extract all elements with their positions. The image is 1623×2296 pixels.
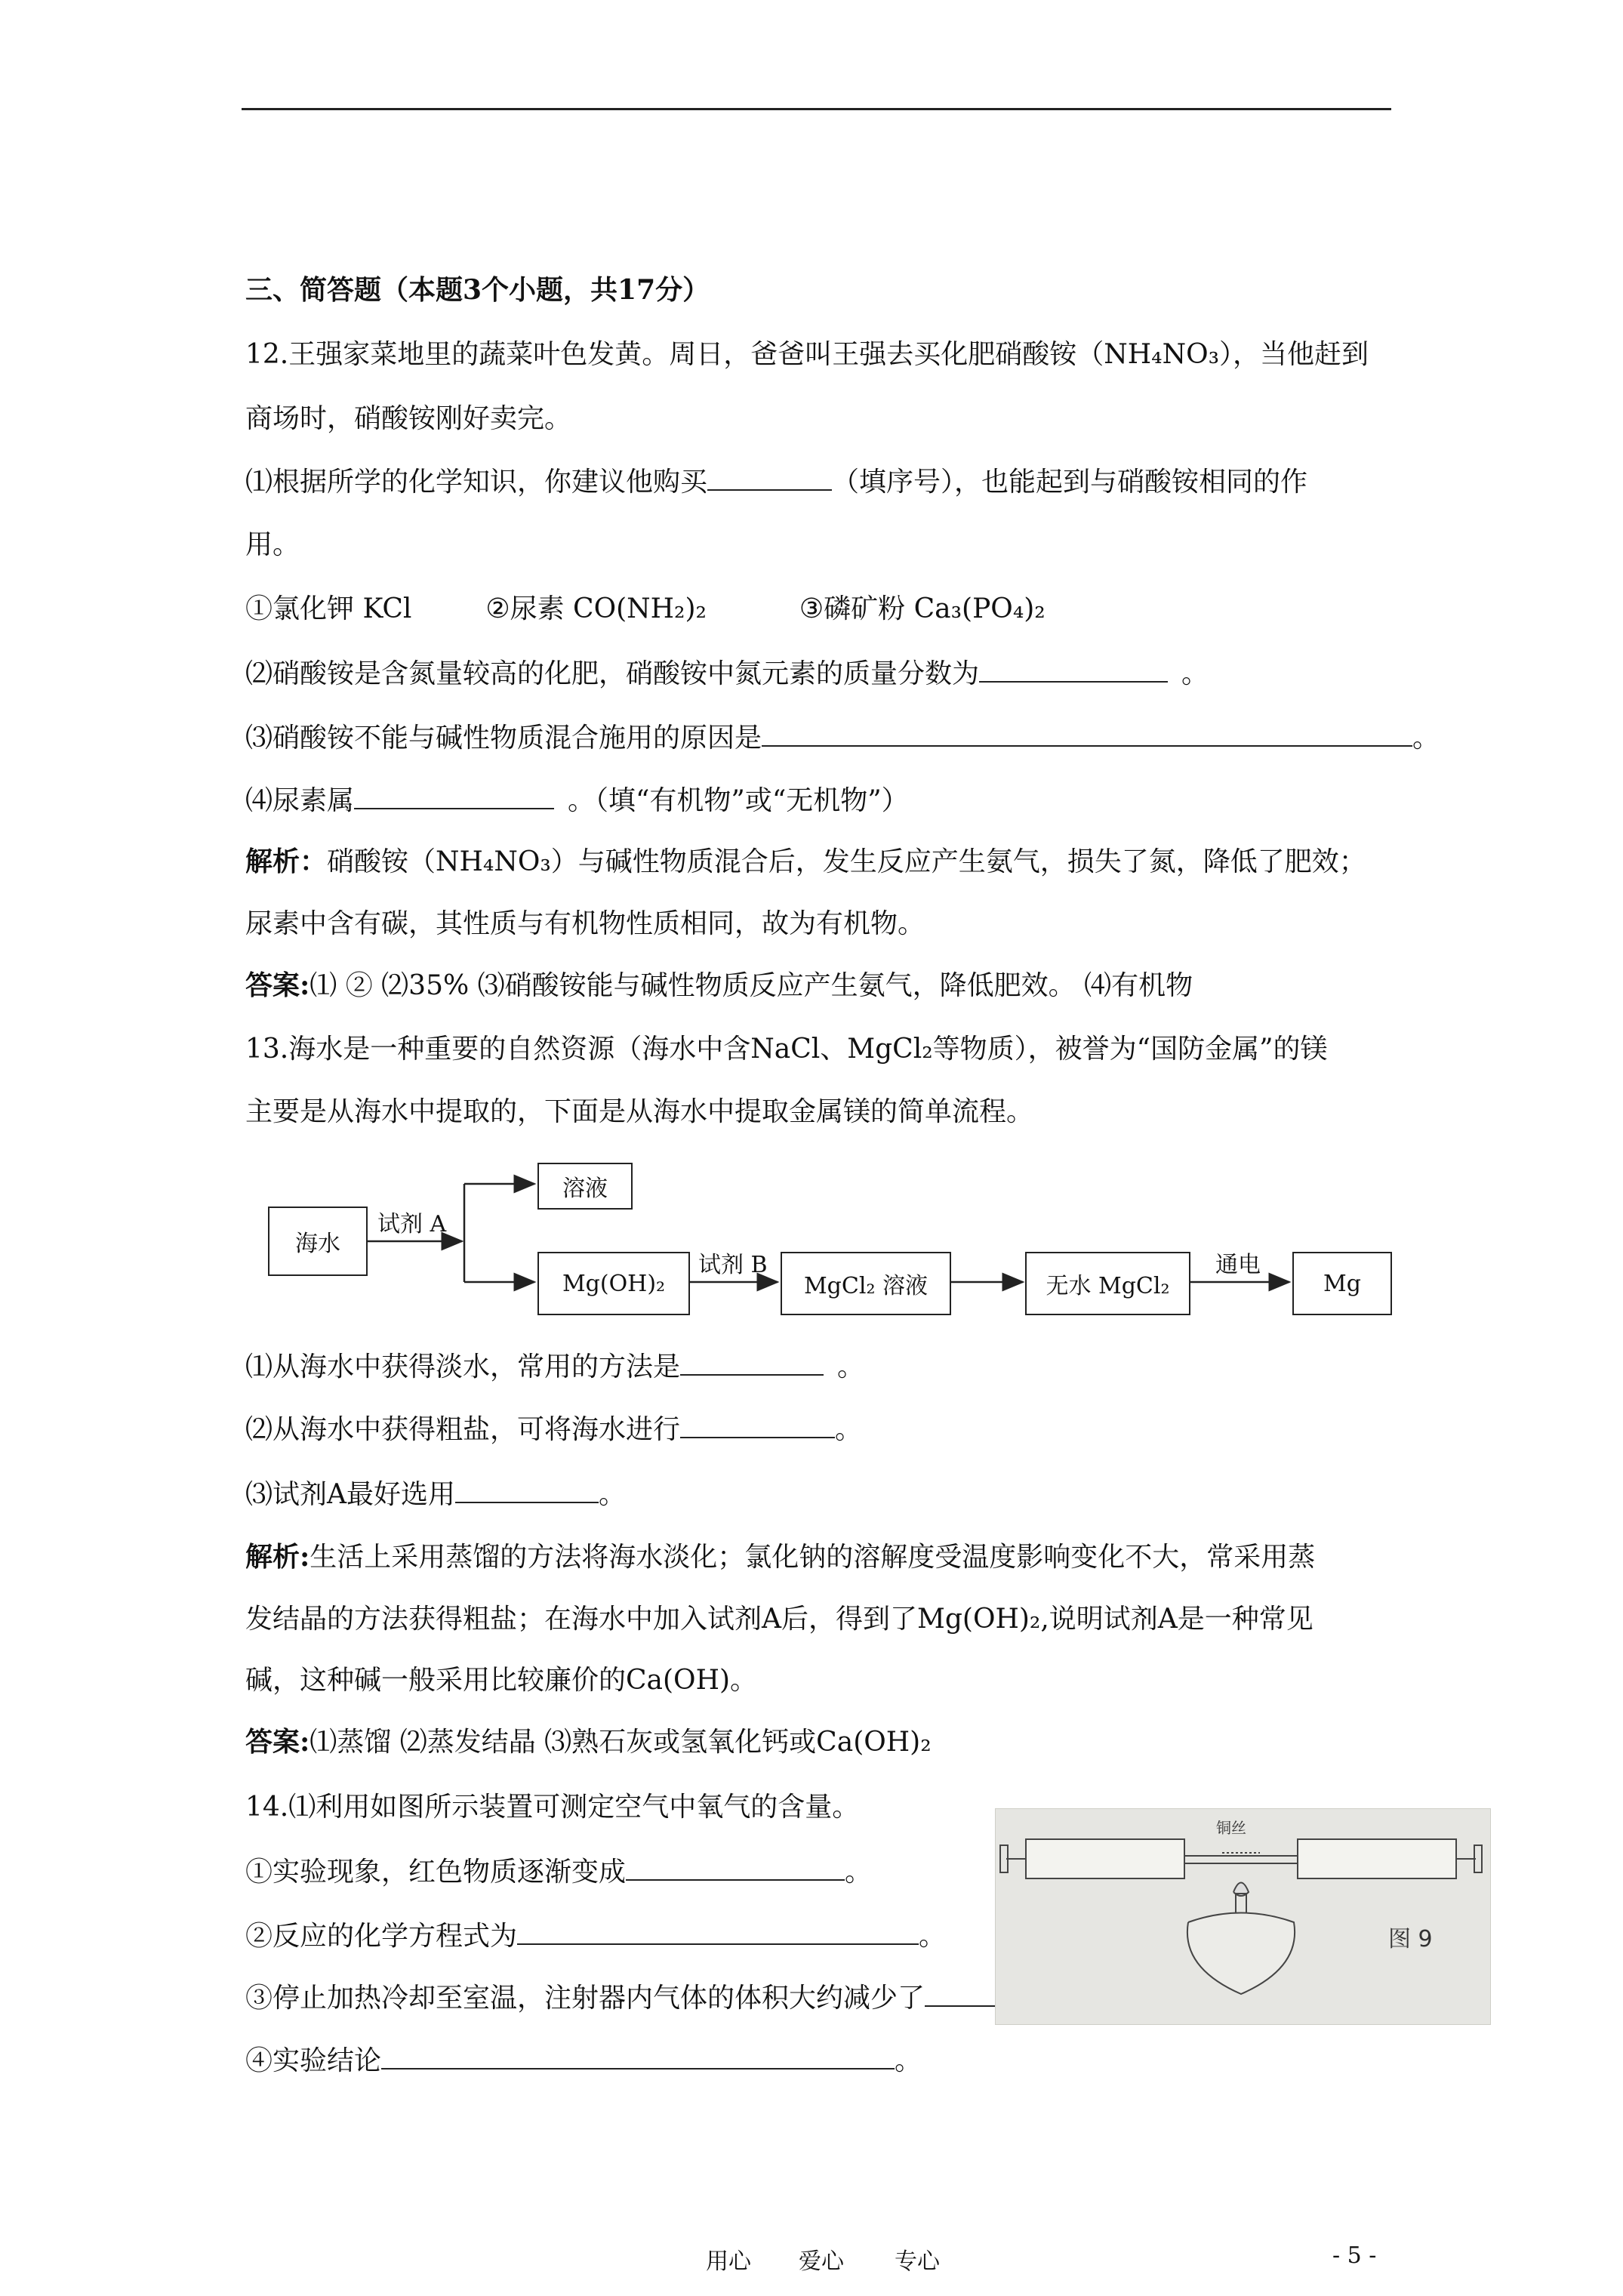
q12-part1-cont: 用。	[245, 529, 300, 560]
q12-option-3: ③磷矿粉 Ca₃(PO₄)₂	[799, 593, 1046, 624]
q14-item4-end: 。	[895, 2045, 922, 2076]
q13-part3-text: ⑶试剂A最好选用	[245, 1479, 455, 1510]
q13-part1-blank[interactable]	[680, 1348, 824, 1376]
q13-stem-line2: 主要是从海水中提取的，下面是从海水中提取金属镁的简单流程。	[245, 1096, 1034, 1127]
label-reagent-b: 试剂 B	[698, 1252, 768, 1278]
q13-part3-end: 。	[599, 1479, 627, 1510]
q13-part3	[245, 1476, 626, 1512]
q12-part2-blank[interactable]	[979, 655, 1168, 683]
q13-answer-text: ⑴蒸馏 ⑵蒸发结晶 ⑶熟石灰或氢氧化钙或Ca(OH)₂	[310, 1727, 932, 1758]
apparatus-figure	[995, 1808, 1491, 2025]
q14-item1-end: 。	[845, 1857, 873, 1888]
q14-item4-text: ④实验结论	[245, 2045, 382, 2076]
q12-stem-line2: 商场时，硝酸铵刚好卖完。	[245, 403, 572, 434]
q12-part1-text2: （填序号），也能起到与硝酸铵相同的作	[832, 467, 1308, 498]
q12-part3	[245, 720, 1440, 755]
box-seawater: 海水	[268, 1207, 368, 1276]
q14-item2-blank[interactable]	[517, 1918, 919, 1945]
figure-caption: 图 9	[1388, 1926, 1433, 1952]
q13-part2-text: ⑵从海水中获得粗盐，可将海水进行	[245, 1414, 681, 1445]
q14-item2-end: 。	[919, 1921, 947, 1952]
box-mgcl2-solution: MgCl₂ 溶液	[781, 1252, 951, 1315]
q12-part2-text: ⑵硝酸铵是含氮量较高的化肥，硝酸铵中氮元素的质量分数为	[245, 658, 980, 689]
box-mgoh2: Mg(OH)₂	[537, 1252, 690, 1315]
q12-part1-text: ⑴根据所学的化学知识，你建议他购买	[245, 467, 708, 498]
q13-answer	[245, 1725, 932, 1759]
q12-answer-text: ⑴ ② ⑵35% ⑶硝酸铵能与碱性物质反应产生氨气，降低肥效。 ⑷有机物	[310, 970, 1193, 1001]
q13-part2	[245, 1411, 862, 1447]
q13-analysis-text1: 生活上采用蒸馏的方法将海水淡化；氯化钠的溶解度受温度影响变化不大，常采用蒸	[310, 1542, 1316, 1573]
q12-part1	[245, 464, 1307, 499]
q13-part1	[245, 1348, 864, 1384]
q14-item1-blank[interactable]	[626, 1854, 845, 1881]
label-electrolysis: 通电	[1215, 1252, 1261, 1278]
q14-stem: 14.⑴利用如图所示装置可测定空气中氧气的含量。	[245, 1792, 860, 1823]
page-number: - 5 -	[1332, 2242, 1377, 2269]
footer-word-3: 专心	[895, 2248, 940, 2275]
q12-answer	[245, 969, 1193, 1003]
q14-item4-blank[interactable]	[381, 2042, 895, 2069]
q12-part3-text: ⑶硝酸铵不能与碱性物质混合施用的原因是	[245, 723, 762, 754]
q12-answer-label: 答案:	[245, 969, 310, 1001]
q13-part3-blank[interactable]	[455, 1476, 599, 1503]
q12-part4-text: ⑷尿素属	[245, 785, 355, 816]
q12-stem-line1: 12.王强家菜地里的蔬菜叶色发黄。周日，爸爸叫王强去买化肥硝酸铵（NH₄NO₃），当他赶到	[245, 339, 1369, 370]
q13-answer-label: 答案:	[245, 1726, 310, 1758]
q12-part2	[245, 655, 1209, 691]
q12-part2-end: 。	[1181, 658, 1209, 689]
figure-wire-label: 铜丝	[1216, 1819, 1246, 1837]
label-reagent-a: 试剂 A	[377, 1211, 447, 1237]
q12-options	[245, 593, 1046, 626]
q12-part4	[245, 782, 909, 818]
q12-part3-end: 。	[1412, 723, 1440, 754]
q12-analysis-text1: 硝酸铵（NH₄NO₃）与碱性物质混合后，发生反应产生氨气，损失了氮，降低了肥效；	[327, 846, 1366, 877]
q14-item1	[245, 1854, 872, 1889]
footer-word-1: 用心	[706, 2248, 751, 2275]
left-syringe	[1026, 1839, 1184, 1878]
footer-word-2: 爱心	[799, 2248, 844, 2275]
section-heading: 三、简答题（本题3个小题，共17分）	[245, 274, 710, 306]
q13-part2-blank[interactable]	[680, 1411, 835, 1438]
q12-analysis-line2: 尿素中含有碳，其性质与有机物性质相同，故为有机物。	[245, 908, 925, 939]
q13-analysis-line2: 发结晶的方法获得粗盐；在海水中加入试剂A后，得到了Mg(OH)₂,说明试剂A是一种常见	[245, 1604, 1313, 1635]
q12-part3-blank[interactable]	[762, 720, 1412, 747]
box-solution: 溶液	[537, 1163, 633, 1210]
q14-item3-text: ③停止加热冷却至室温，注射器内气体的体积大约减少了	[245, 1983, 925, 2014]
q13-stem-line1: 13.海水是一种重要的自然资源（海水中含NaCl、MgCl₂等物质），被誉为“国防金属”的镁	[245, 1034, 1328, 1065]
q13-analysis-line3: 碱，这种碱一般采用比较廉价的Ca(OH)。	[245, 1665, 758, 1696]
q12-analysis-label: 解析：	[245, 846, 328, 877]
box-mg: Mg	[1292, 1252, 1392, 1315]
q13-analysis-line1	[245, 1540, 1315, 1574]
q12-part4-end: 。（填“有机物”或“无机物”）	[568, 785, 909, 816]
q12-option-1: ①氯化钾 KCl	[245, 593, 412, 624]
q14-item4	[245, 2042, 922, 2078]
q12-part1-blank[interactable]	[707, 464, 832, 491]
box-anhydrous-mgcl2: 无水 MgCl₂	[1025, 1252, 1190, 1315]
q13-analysis-label: 解析:	[245, 1541, 310, 1573]
syringe-burner-apparatus	[996, 1809, 1490, 2024]
q12-part4-blank[interactable]	[354, 782, 554, 809]
q14-item1-text: ①实验现象，红色物质逐渐变成	[245, 1857, 627, 1888]
q13-part1-end: 。	[837, 1351, 865, 1382]
q13-part2-end: 。	[835, 1414, 863, 1445]
q12-analysis-line1	[245, 845, 1366, 879]
header-rule	[242, 108, 1391, 110]
q13-part1-text: ⑴从海水中获得淡水，常用的方法是	[245, 1351, 681, 1382]
q14-item2-text: ②反应的化学方程式为	[245, 1921, 518, 1952]
q14-item2	[245, 1918, 946, 1953]
right-syringe	[1298, 1839, 1456, 1878]
q12-option-2: ②尿素 CO(NH₂)₂	[485, 593, 707, 624]
alcohol-lamp	[1187, 1913, 1295, 1995]
